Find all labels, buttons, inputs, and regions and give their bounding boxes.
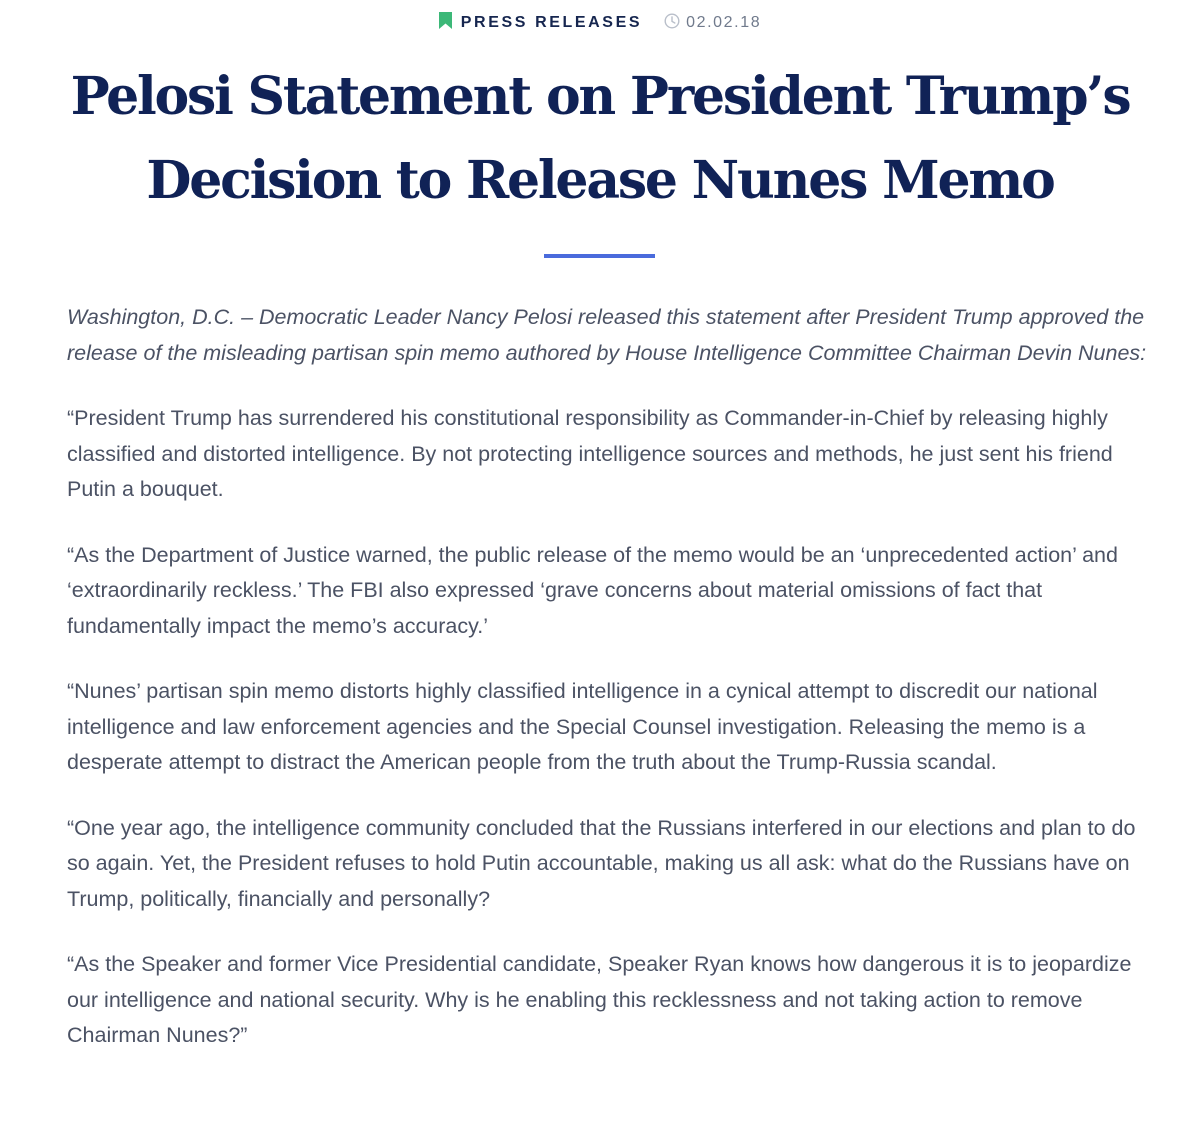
- statement-paragraph: “Nunes’ partisan spin memo distorts highly classified intelligence in a cynical attempt to discredit our national intelligence and law enforcement agencies and the Special Counsel investigation. Releasing the memo is a desperate attempt to distract the American people from the truth about the Trump-Russia scandal.: [67, 679, 1098, 774]
- bookmark-icon: [439, 12, 452, 34]
- date-text: 02.02.18: [686, 14, 762, 31]
- clock-icon: [664, 13, 680, 34]
- intro-paragraph: Washington, D.C. – Democratic Leader Nancy Pelosi released this statement after President Trump approved the release of the misleading partisan spin memo authored by House Intelligence Committee Chairman Devin Nunes:: [67, 305, 1147, 365]
- category-link[interactable]: [439, 12, 642, 34]
- publish-date: [664, 13, 761, 34]
- article-body: [67, 300, 1147, 1084]
- statement-paragraph: “One year ago, the intelligence community concluded that the Russians interfered in our elections and plan to do so again. Yet, the President refuses to hold Putin accountable, making us all ask: what do the Russians have on Trump, politically, financially and personally?: [67, 815, 1136, 911]
- page-title: Pelosi Statement on President Trump’s Decision to Release Nunes Memo: [70, 66, 1130, 211]
- title-divider: [544, 254, 655, 258]
- statement-paragraph: “President Trump has surrendered his constitutional responsibility as Commander-in-Chief by releasing highly classified and distorted intelligence. By not protecting intelligence sources and methods, he just sent his friend Putin a bouquet.: [67, 406, 1113, 501]
- article-meta: [0, 12, 1200, 34]
- category-label: PRESS RELEASES: [460, 14, 643, 31]
- statement-paragraph: “As the Speaker and former Vice Presidential candidate, Speaker Ryan knows how dangerous it is to jeopardize our intelligence and national security. Why is he enabling this recklessness and not taking action to remove Chairman Nunes?”: [67, 952, 1132, 1047]
- statement-paragraph: “As the Department of Justice warned, the public release of the memo would be an ‘unprecedented action’ and ‘extraordinarily reckless.’ The FBI also expressed ‘grave concerns about material omissions of fact that fundamentally impact the memo’s accuracy.’: [67, 542, 1118, 638]
